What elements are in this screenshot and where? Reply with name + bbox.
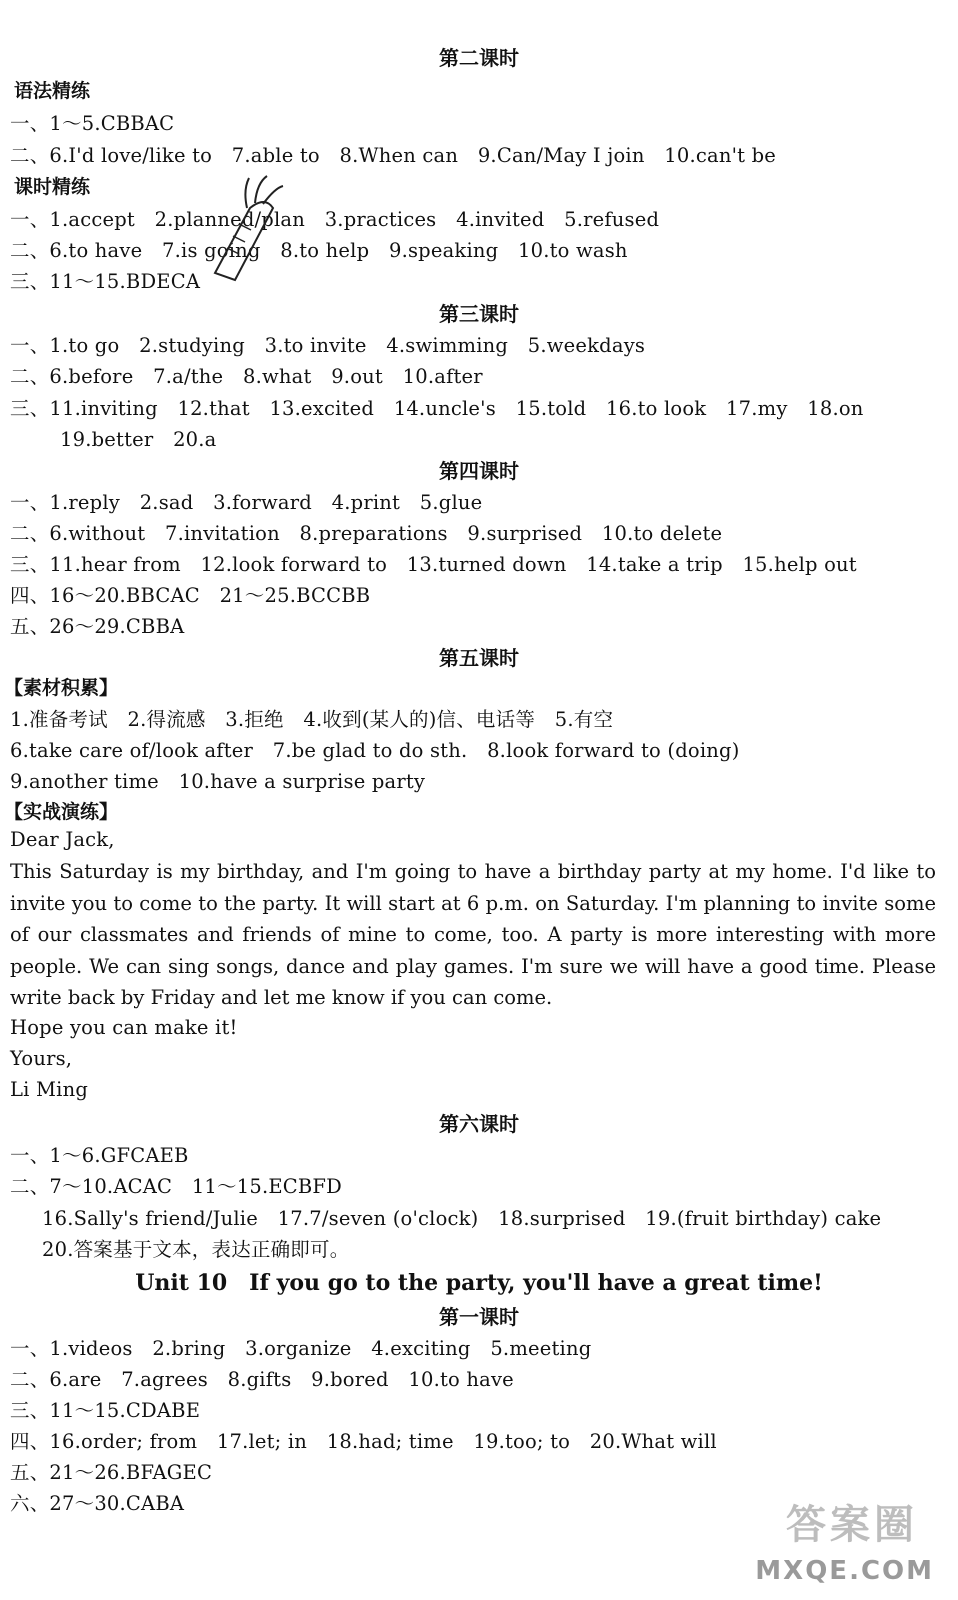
lesson5-material-line-1: 1.准备考试 2.得流感 3.拒绝 4.收到(某人的)信、电话等 5.有空 xyxy=(10,708,614,731)
lesson4-heading: 第四课时 xyxy=(439,459,519,483)
lesson6-line-4: 20.答案基于文本，表达正确即可。 xyxy=(42,1238,350,1261)
lesson3-line-3: 三、11.inviting 12.that 13.excited 14.uncle's 15.told 16.to look 17.my 18.on xyxy=(10,397,864,420)
letter-greeting: Dear Jack, xyxy=(10,828,115,851)
lesson2-practice-line-1: 一、1.accept 2.planned/plan 3.practices 4.invited 5.refused xyxy=(10,208,660,231)
practice-section-title: 课时精练 xyxy=(14,176,91,198)
letter-sign-off: Yours, xyxy=(10,1047,73,1070)
unit10-line-4: 四、16.order; from 17.let; in 18.had; time 19.too; to 20.What will xyxy=(10,1430,717,1453)
lesson4-line-1: 一、1.reply 2.sad 3.forward 4.print 5.glue xyxy=(10,491,483,514)
unit10-line-6: 六、27～30.CABA xyxy=(10,1492,185,1515)
grammar-section-title: 语法精练 xyxy=(14,80,91,102)
carrot-doodle-icon xyxy=(195,168,285,288)
lesson2-heading: 第二课时 xyxy=(439,46,519,70)
unit10-line-2: 二、6.are 7.agrees 8.gifts 9.bored 10.to have xyxy=(10,1368,514,1391)
lesson3-line-4: 19.better 20.a xyxy=(60,428,217,451)
unit10-line-3: 三、11～15.CDABE xyxy=(10,1399,201,1422)
lesson4-line-4: 四、16～20.BBCAC 21～25.BCCBB xyxy=(10,584,371,607)
lesson6-line-3: 16.Sally's friend/Julie 17.7/seven (o'clock) 18.surprised 19.(fruit birthday) cake xyxy=(42,1207,882,1230)
writing-section-title: 【实战演练】 xyxy=(4,801,119,823)
lesson3-heading: 第三课时 xyxy=(439,302,519,326)
letter-closing: Hope you can make it! xyxy=(10,1016,238,1039)
lesson2-grammar-line-2: 二、6.I'd love/like to 7.able to 8.When can 9.Can/May I join 10.can't be xyxy=(10,144,777,167)
lesson4-line-5: 五、26～29.CBBA xyxy=(10,615,185,638)
watermark-logo: 答案圈 xyxy=(786,1502,918,1548)
lesson5-material-line-2: 6.take care of/look after 7.be glad to do sth. 8.look forward to (doing) xyxy=(10,739,740,762)
lesson3-line-1: 一、1.to go 2.studying 3.to invite 4.swimming 5.weekdays xyxy=(10,334,646,357)
watermark-url: MXQE.COM xyxy=(755,1556,934,1586)
lesson6-line-1: 一、1～6.GFCAEB xyxy=(10,1144,189,1167)
unit10-line-5: 五、21～26.BFAGEC xyxy=(10,1461,213,1484)
lesson5-heading: 第五课时 xyxy=(439,646,519,670)
unit10-lesson1-heading: 第一课时 xyxy=(439,1305,519,1329)
material-section-title: 【素材积累】 xyxy=(4,677,119,699)
letter-body: This Saturday is my birthday, and I'm going to have a birthday party at my home. I'd like to invite you to come to the party. It will start at 6 p.m. on Saturday. I'm planning to invite some of our classmates and friends of mine to come, too. A party is more interesting with more people. We can sing songs, dance and play games. I'm sure we will have a good time. Please write back by Friday and let me know if you can come. xyxy=(10,860,936,1009)
unit10-title: Unit 10 If you go to the party, you'll have a great time! xyxy=(135,1270,823,1296)
lesson5-material-line-3: 9.another time 10.have a surprise party xyxy=(10,770,426,793)
lesson4-line-3: 三、11.hear from 12.look forward to 13.turned down 14.take a trip 15.help out xyxy=(10,553,857,576)
lesson2-grammar-line-1: 一、1～5.CBBAC xyxy=(10,112,175,135)
lesson2-practice-line-3: 三、11～15.BDECA xyxy=(10,270,201,293)
unit10-line-1: 一、1.videos 2.bring 3.organize 4.exciting 5.meeting xyxy=(10,1337,592,1360)
lesson6-line-2: 二、7～10.ACAC 11～15.ECBFD xyxy=(10,1175,342,1198)
lesson2-practice-line-2: 二、6.to have 7.is going 8.to help 9.speaking 10.to wash xyxy=(10,239,628,262)
letter-signature: Li Ming xyxy=(10,1078,89,1101)
lesson4-line-2: 二、6.without 7.invitation 8.preparations 9.surprised 10.to delete xyxy=(10,522,723,545)
lesson3-line-2: 二、6.before 7.a/the 8.what 9.out 10.after xyxy=(10,365,483,388)
lesson6-heading: 第六课时 xyxy=(439,1112,519,1136)
